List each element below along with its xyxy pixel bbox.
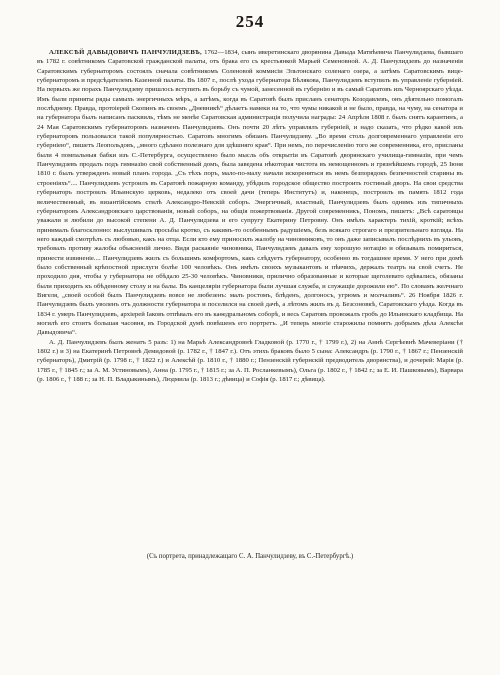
family-paragraph: А. Д. Панчулидзевъ былъ женатъ 5 разъ: 1) на Марьѣ Александровнѣ Гладковой (р. 1770 г., † 1799 г.), 2) на Аннѣ Сергѣевнѣ Мачеверіани († 1802 г.) и 3) на Екатеринѣ Петровнѣ Демидовой (р. 1782 г., † 1847 г.). Отъ этихъ браковъ было 5 сына: Александръ (р. 1790 г., † 1867 г.; Пензенскій губернаторъ), Дмитрій (р. 1798 г., † 1822 г.) и Алексѣй (р. 1810 г., † 1880 г.; Пензенскій губернскій предводитель дворянства), и дочерей: Марія (р. 1785 г., † 1845 г.; за А. М. Устиновымъ), Анна (р. 1795 г., † 1815 г.; за А. П. Росланкевымъ), Ольга (р. 1802 г., † 1842 г.; за Е. И. Пашковымъ), Варвара (р. 1806 г., † 188 г.; за Н. П. Владыкинымъ), Людмила (р. 1813 г.; дѣвица) и Софія (р. 1817 г.; дѣвица). [37,338,463,384]
subject-name: АЛЕКСѢЙ ДАВЫДОВИЧЪ ПАНЧУЛИДЗЕВЪ, [49,49,202,56]
biography-text: 1762—1834, сынъ иверетинскаго дворянина Давыда Матвѣевича Панчулидзева, бывшаго въ 1782 г. совѣтникомъ Саратовской гражданской палаты, отъ брака его съ крестьянкой Марьей Семеновной. А. Д. Панчулидзевъ до назначенія Саратовскимъ губернаторомъ состоялъ сначала совѣтникомъ Соленовой коммисіи Эльтонскаго соленаго озера, а затѣмъ Саратовскимъ вице-губернаторомъ и предсѣдателемъ Казенной палаты. Въ 1807 г., послѣ ухода губернатора Бѣлякова, Панчулидзевъ вступилъ въ управленіе губерніей. На первыхъ же порахъ Панчулидзеву пришлось вступить въ борьбу съ чумой, занесенной въ губернію и въ самый Саратовъ изъ Черноярскаго уѣзда. Имъ были приняты ряды самыхъ энергичныхъ мѣръ, а затѣмъ, когда въ Саратовѣ былъ присланъ сенаторъ Козодавлевъ, онъ дѣятельно помогалъ послѣднему. Правда, протоіерей Скопинъ въ своемъ „Дневникѣ“ дѣлаетъ намеки на то, что чумы никакой и не было, правда, на чуму, на сенатора и на губернатора былъ написанъ пасквиль, тѣмъ не менѣе Саратовская администрація получила награды: 24 Апрѣля 1808 г. былъ снятъ карантинъ, а 24 Мая Саратовскимъ губернаторомъ назначенъ Панчулидзевъ. Онъ почти 20 лѣтъ управлялъ губерніей, и надо сказать, что рѣдко какой изъ губернаторовъ пользовался такой популярностью. Саратовъ многимъ обязанъ Панчулидзеву. „Во время столь долговременнаго управленія его губерніею“, пишетъ Леопольдовъ, „много сдѣлано полезнаго для здѣшняго края“. При немъ, по перечисленію того же современника, его, присланы были 4 помпальныя бабки изъ С.-Петербурга, осуществлено было мысль объ открытіи въ Саратовѣ дворянскаго училища-гимназіи, при чемъ Панчулидзевъ продалъ подъ гимназію свой собственный домъ, была заведена нѣкоторая чистота въ немощенномъ и грязнѣйшемъ городѣ, 25 Іюня 1810 г. былъ утвержденъ новый планъ города. „Съ тѣхъ поръ, мало-по-малу начали искореняться въ немъ безпорядокъ безпечностей старины въ строеніяхъ“.... Панчулидзевъ устроилъ въ Саратовѣ пожарную команду, убѣдилъ городское общество построить гостиный дворъ. На свои средства губернаторъ построилъ Ильинскую церковь, недалеко отъ своей дачи (теперь Институтъ) и, наконецъ, построилъ въ память 1812 года величественный, въ византійскомъ стилѣ Александро-Невскій соборъ. Энергичный, властный, Панчулидзевъ былъ однимъ изъ типичныхъ губернаторовъ Александровскаго царствованія, новый соборъ, на общія пожертвованія. Другой современникъ, Пономъ, пишетъ: „Всѣ саратовцы уважали и любили до высокой степени А. Д. Панчулидзева и его супругу Екатерину Петровну. Онъ имѣлъ характеръ тихій, кроткій; всѣхъ принималъ благосклонно: выслушивалъ просьбы кротко, съ какимъ-то особеннымъ радушіемъ, безъ всякаго строгаго и презрительнаго взгляда. На него каждый смотрѣлъ съ любовью, какъ на отца. Если кто ему приносилъ жалобу на чиновниковъ, то онъ даже записывалъ послѣднихъ въ ульовъ, требовалъ противу жалобы объясненій лично. Видя раскаяніе чиновника, Панчулидзевъ давалъ ему хорошую нотацію и обязывалъ помириться, принести извиненіе.... Панчулидзевъ жилъ съ большимъ комфортомъ, какъ слѣдуетъ губернатору, особенно въ тогдашнее время. У него при домѣ было собственный крѣпостной прислуги болѣе 100 человѣкъ. Онъ имѣлъ своихъ музыкантовъ и пѣвчихъ, держалъ театръ на свой счетъ. Не проходило дня, чтобы у губернатора не обѣдало 25-30 человѣкъ. Чиновники, прилично образованные и которые щеголевато одѣвались, обязаны были приходить къ обѣденному столу и на балы. Въ канцеляріи губернатора были лучшая служба, и служащіе дорожили ею“. По словамъ желчнаго Вигеля, „своей особой былъ Панчулидзевъ вовсе не любезенъ: малъ ростомъ, блѣденъ, долгоносъ, угрюмъ и молчаливъ“. 26 Ноября 1826 г. Панчулидзевъ былъ уволенъ отъ должности губернатора и поселился на своей дачѣ, а лѣтомъ жилъ въ д. Безсоновкѣ, Саратовскаго уѣзда. Когда въ 1834 г. умеръ Панчулидзевъ, архіерей Іаковъ отпѣвалъ его въ каѳедральномъ соборѣ, и весь Саратовъ провожалъ гробъ до Ильинскаго кладбища. На могилѣ его стоитъ большая часовня, въ Городской думѣ повѣшенъ его портретъ. „И теперь многіе старожилы помнятъ добрымъ дѣла Алексѣя Давыдовича“. [37,49,464,337]
page-number: 254 [235,12,265,31]
portrait-caption: (Съ портрета, принадлежащаго С. А. Панчулидзеву, въ С.-Петербургѣ.) [146,553,354,560]
biography-paragraph [37,48,463,338]
biography-article [37,48,463,384]
